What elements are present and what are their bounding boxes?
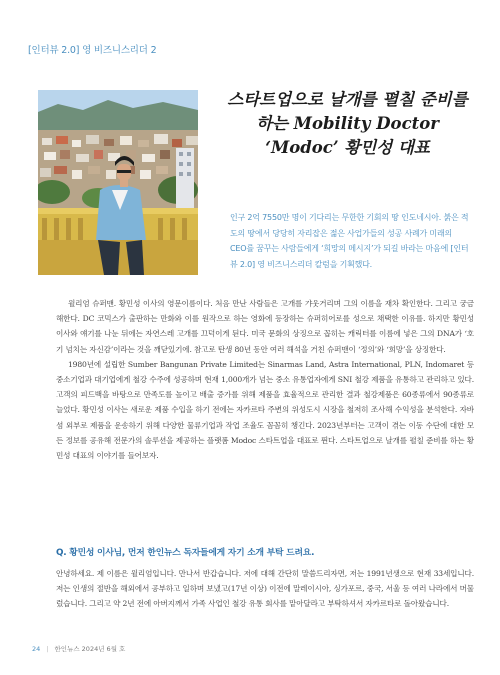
body-paragraph-1: 윌리엄 슈퍼맨. 황민성 이사의 영문이름이다. 처음 만난 사람들은 고개를 갸웃거리며 그의 이름을 재차 확인한다. 그리고 궁금해한다. DC 코믹스가 출판하는 만화와 이를 원작으로 하는 영화에 등장하는 슈퍼히어로를 성으로 채택한 이유를. 하지만 황민성 이사와 얘기를 나눈 뒤에는 자연스레 고개를 끄덕이게 된다. 미국 문화의 상징으로 꼽히는 캐릭터를 이름에 넣은 그의 DNA가 ‘호기 넘치는 자신감’이라는 것을 깨닫있기에. 참고로 탄생 80년 동안 여러 해석을 거친 슈퍼맨이 ‘정의’와 ‘희망’을 상징한다. <box>56 299 474 354</box>
page-number: 24 <box>32 645 41 653</box>
interview-question: Q. 황민성 이사님, 먼저 한인뉴스 독자들에게 자기 소개 부탁 드려요. <box>56 548 315 558</box>
answer-paragraph: 안녕하세요. 제 이름은 윌리엄입니다. 만나서 반갑습니다. 저에 대해 간단히 말씀드리자면, 저는 1991년생으로 현재 33세입니다. 저는 인생의 절반을 해외에서 공부하고 일하며 보냈고(17년 이상) 이전에 말레이시아, 싱가포르, 중국, 서울 등 여러 나라에서 머물렀습니다. 그리고 약 2년 전에 아버지께서 가족 사업인 철강 유통 회사를 맡아달라고 부탁하셔서 자카르타로 돌아왔습니다. <box>56 569 474 609</box>
publication-name: 한인뉴스 2024년 6월 호 <box>54 645 126 653</box>
headline-line-3: ‘Modoc’ 황민성 대표 <box>265 138 430 157</box>
page-footer <box>32 644 125 653</box>
headline-line-1: 스타트업으로 날개를 펼칠 준비를 <box>227 90 468 109</box>
portrait-photo <box>38 90 198 275</box>
intro-text: 인구 2억 7550만 명이 기다리는 무한한 기회의 땅 인도네시아. 붉은 적도의 땅에서 당당히 자리잡은 젊은 사업가들의 성공 사례가 미래의 CEO를 꿈꾸는 사람들에게 ‘희망의 메시지’가 되길 바라는 마음에 [인터뷰 2.0] 영 비즈니스리더 칼럼을 기획했다. <box>230 213 469 269</box>
body-paragraph-2: 1980년에 설립한 Sumber Bangunan Private Limited는 Sinarmas Land, Astra International, PLN, Indomaret 등 중소기업과 대기업에게 철강 수주에 성공하며 현재 1,000개가 넘는 중소 유통업자에게 SNI 철강 제품을 유통하고 관리하고 있다. 고객의 피드백을 바탕으로 만족도를 높이고 배출 증가를 위해 제품을 효율적으로 관리한 결과 철강제품은 60종류에서 90종류로 늘었다. 황민성 이사는 새로운 제품 수입을 하기 전에는 자카르타 주변의 위성도시 시장을 철저히 조사해 수익성을 분석한다. 자바섬 외부로 제품을 운송하기 위해 다양한 물류기업과 작업 조율도 꼼꼼히 챙긴다. 2023년부터는 고객이 겪는 이동 수단에 대한 모든 정보를 공유해 전문가의 솔루션을 제공하는 플랫폼 Modoc 스타트업을 대표로 뛴다. 스타트업으로 날개를 펼칠 준비를 하는 황민성 대표의 이야기를 들어보자. <box>56 359 474 461</box>
interview-answer <box>56 566 474 612</box>
headline <box>215 88 480 160</box>
footer-divider: | <box>46 645 49 653</box>
headline-line-2: 하는 Mobility Doctor <box>256 114 439 133</box>
series-label: [인터뷰 2.0] 영 비즈니스리더 2 <box>28 45 157 56</box>
article-body <box>56 296 474 463</box>
